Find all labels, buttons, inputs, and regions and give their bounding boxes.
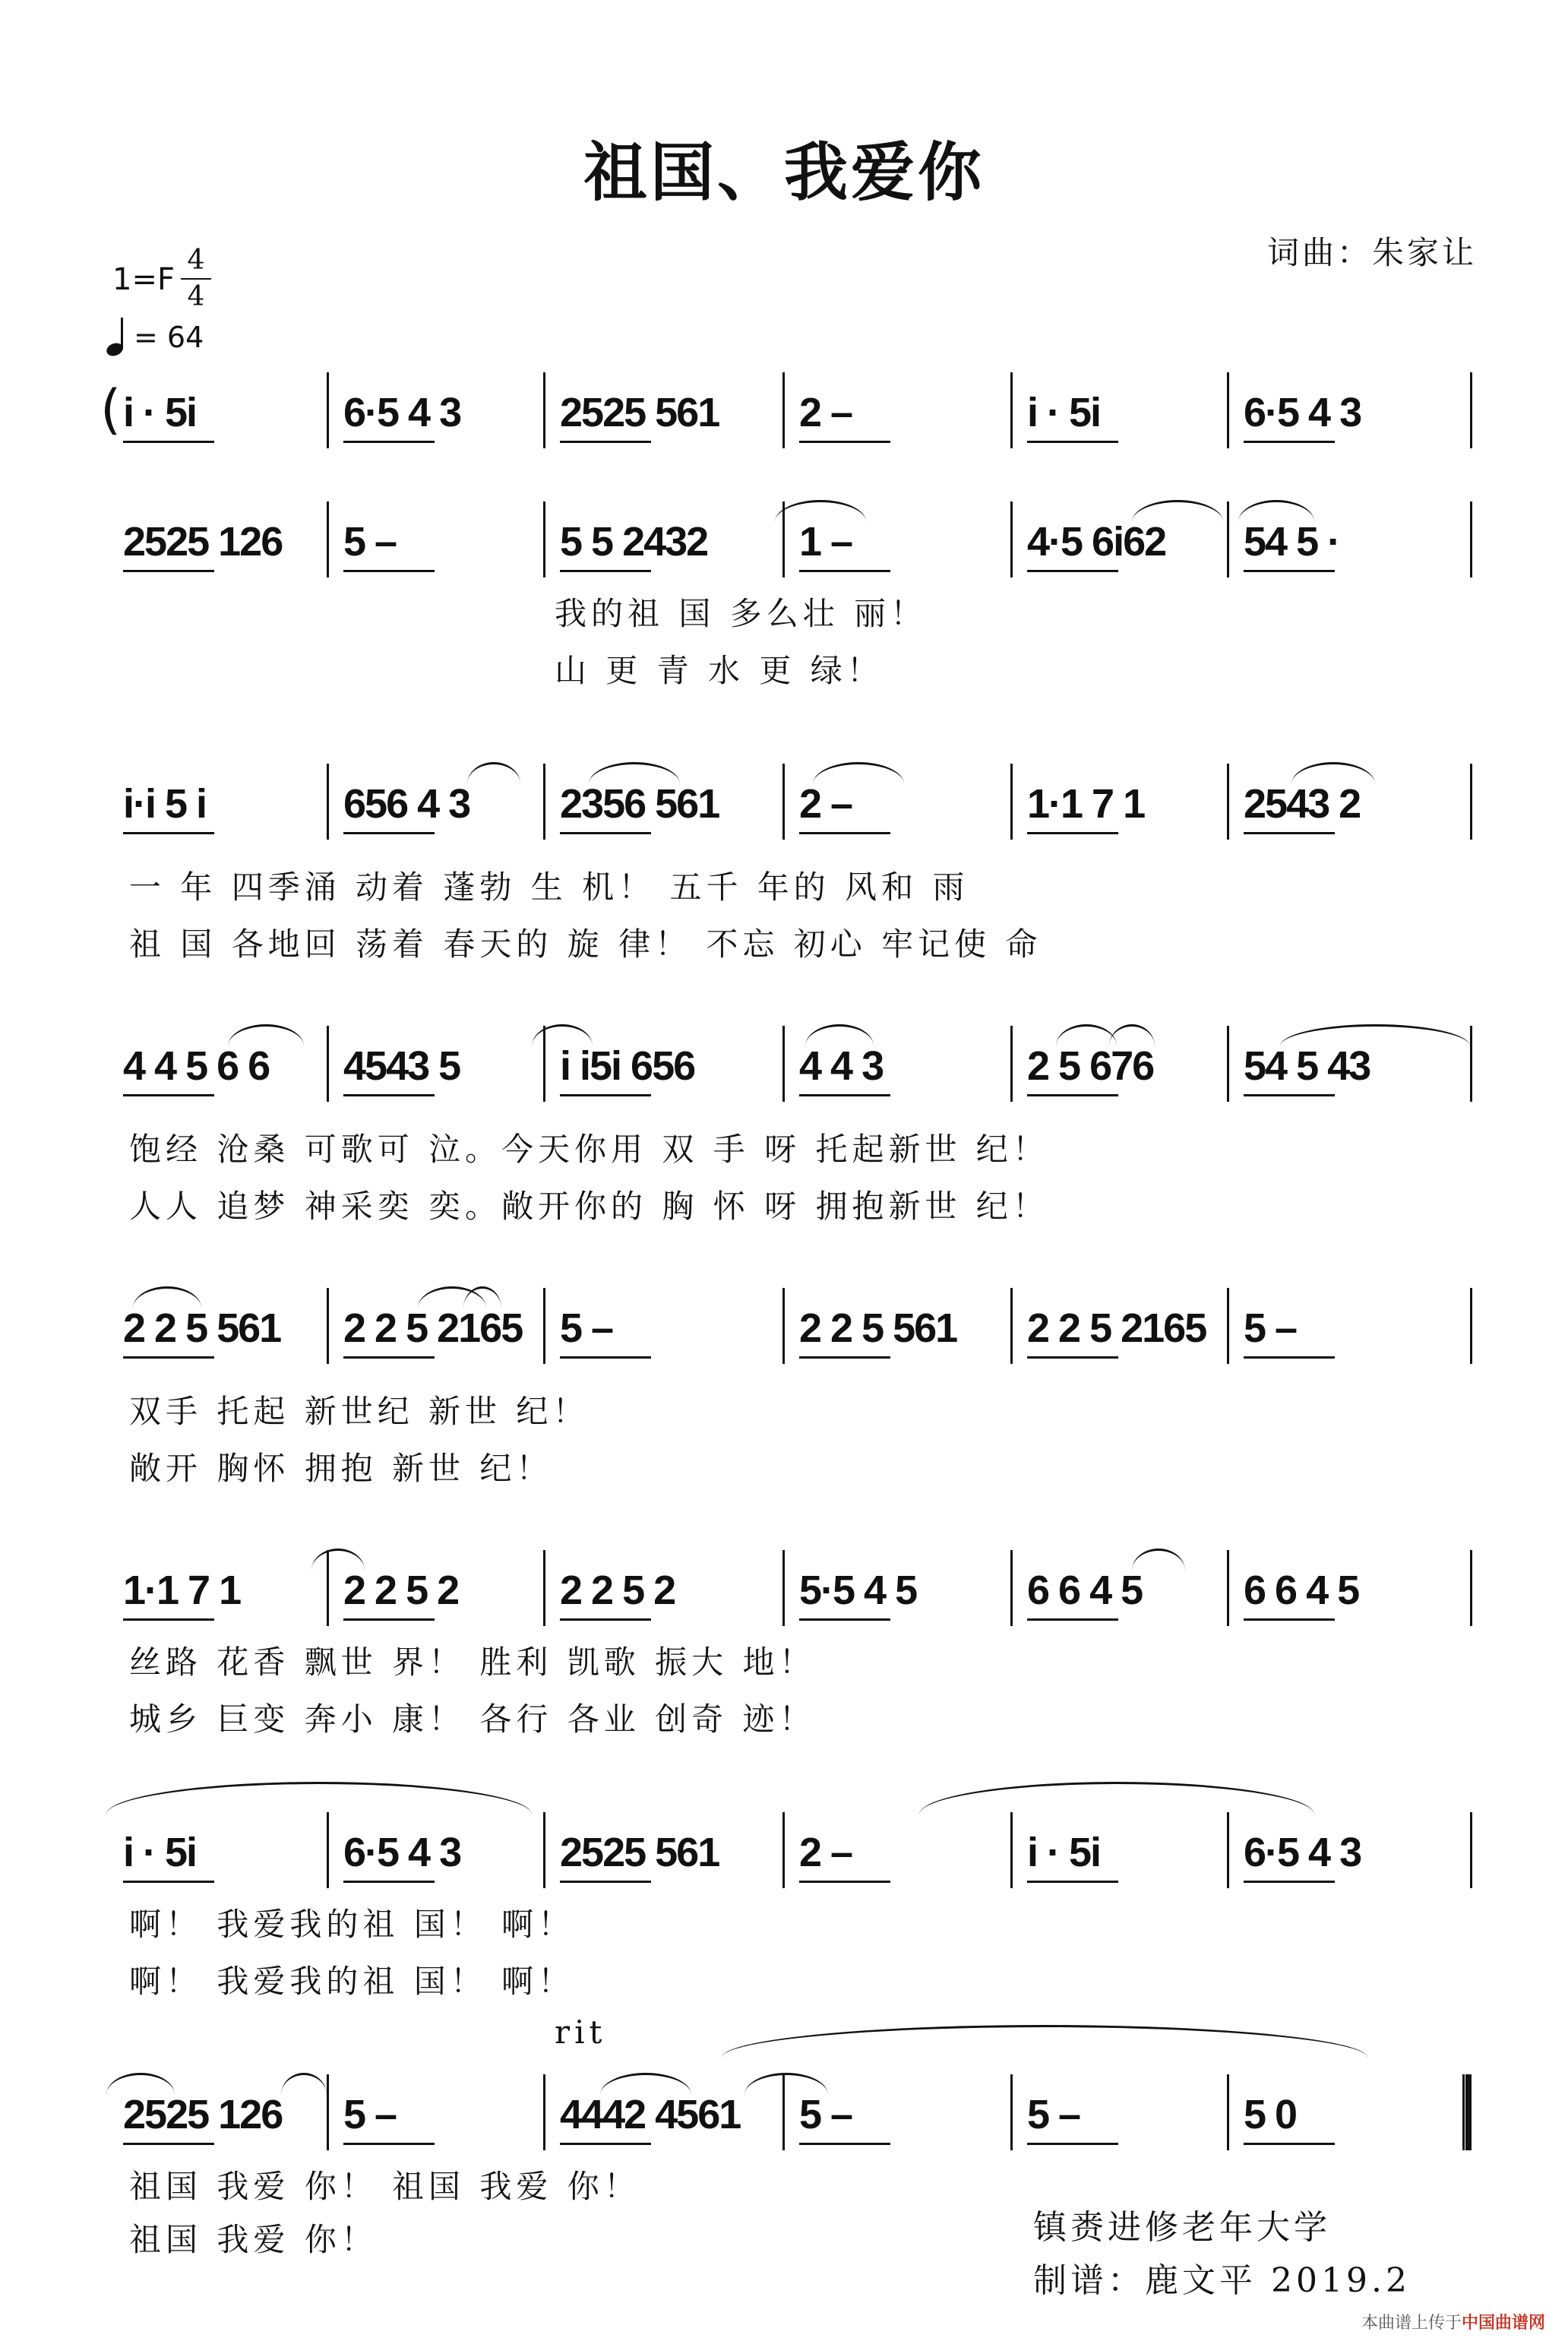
barline xyxy=(1227,1550,1229,1626)
beam-line xyxy=(343,570,435,572)
slur-arc xyxy=(1291,762,1375,784)
barline xyxy=(543,1812,545,1888)
beam-line xyxy=(1244,1881,1335,1883)
barline xyxy=(327,501,329,577)
beam-line xyxy=(1244,2143,1335,2145)
watermark-prefix: 本曲谱上传于 xyxy=(1361,2314,1462,2333)
ritardando-marking: rit xyxy=(555,2014,607,2051)
beam-line xyxy=(1244,1094,1335,1096)
beam-line xyxy=(123,1094,214,1096)
score-system xyxy=(100,378,1474,456)
barline xyxy=(1010,501,1013,577)
measure: 5 – xyxy=(1027,2092,1080,2137)
measure: 5·5 4 5 xyxy=(799,1568,917,1613)
beam-line xyxy=(1027,1881,1118,1883)
time-sig-bottom: 4 xyxy=(187,281,205,312)
barline xyxy=(1227,1812,1229,1888)
measure: 5 5 2432 xyxy=(560,519,708,565)
repeat-parenthesis: ( xyxy=(100,378,122,441)
song-title: 祖国、我爱你 xyxy=(583,134,985,210)
lyric-line: 啊！ 我爱我的祖 国！ 啊！ xyxy=(129,1906,575,1943)
beam-line xyxy=(1027,570,1118,572)
tempo-marking xyxy=(106,319,204,356)
footer-arranger: 制谱：鹿文平 2019.2 xyxy=(1033,2261,1411,2300)
score-system xyxy=(106,1820,1474,2000)
beam-line xyxy=(1027,2143,1118,2145)
barline xyxy=(1227,1026,1229,1102)
beam-line xyxy=(560,1356,651,1359)
tempo-value: = 64 xyxy=(134,321,204,354)
beam-line xyxy=(560,570,651,572)
measure: 2525 561 xyxy=(560,1830,719,1875)
beam-line xyxy=(799,570,890,572)
measure: 1·1 7 1 xyxy=(1027,781,1145,827)
barline xyxy=(1010,1026,1013,1102)
beam-line xyxy=(1027,1356,1118,1359)
lyric-line: 一 年 四季涌 动着 蓬勃 生 机！ 五千 年的 风和 雨 xyxy=(129,868,969,906)
beam-line xyxy=(343,2143,435,2145)
slur-arc xyxy=(1132,500,1223,522)
measure: 5 – xyxy=(1244,1305,1297,1351)
slur-arc xyxy=(1238,500,1314,522)
beam-line xyxy=(123,832,214,834)
beam-line xyxy=(799,832,890,834)
lyric-line: 城乡 巨变 奔小 康！ 各行 各业 创奇 迹！ xyxy=(129,1701,816,1738)
measure: i·i 5 i xyxy=(123,781,207,827)
measure: 54 5 43 xyxy=(1244,1043,1370,1089)
measure: 5 – xyxy=(343,519,397,565)
barline xyxy=(782,1026,785,1102)
measure: 5 – xyxy=(799,2092,852,2137)
lyric-line: 双手 托起 新世纪 新世 纪！ xyxy=(129,1393,590,1430)
barline xyxy=(782,764,785,840)
measure: i · 5i xyxy=(123,1830,197,1875)
measure: 6·5 4 3 xyxy=(343,1830,461,1875)
measure: 4543 5 xyxy=(343,1043,460,1089)
beam-line xyxy=(799,1618,890,1621)
beam-line xyxy=(560,1881,651,1883)
measure: 2 2 5 561 xyxy=(123,1305,281,1351)
barline xyxy=(1227,372,1229,448)
beam-line xyxy=(343,1356,435,1359)
beam-line xyxy=(123,1881,214,1883)
beam-line xyxy=(343,1094,435,1096)
barline xyxy=(782,1550,785,1626)
measure: 1·1 7 1 xyxy=(123,1568,241,1613)
beam-line xyxy=(560,832,651,834)
lyric-line: 祖 国 各地回 荡着 春天的 旋 律！ 不忘 初心 牢记使 命 xyxy=(129,925,1042,963)
measure: 4 4 5 6 6 xyxy=(123,1043,270,1089)
barline xyxy=(543,501,545,577)
measure: 2 2 5 2 xyxy=(560,1568,675,1613)
watermark xyxy=(1361,2310,1545,2333)
slur-arc xyxy=(775,500,866,522)
barline xyxy=(543,372,545,448)
measure: 2543 2 xyxy=(1244,781,1361,827)
measure: 2 – xyxy=(799,390,852,435)
measure: 2 2 5 2165 xyxy=(1027,1305,1206,1351)
beam-line xyxy=(1244,570,1335,572)
phrase-arc xyxy=(722,2025,1367,2058)
barline xyxy=(327,764,329,840)
composer-credit: 词曲：朱家让 xyxy=(1266,234,1477,271)
barline xyxy=(782,1812,785,1888)
beam-line xyxy=(343,832,435,834)
lyric-line: 饱经 沧桑 可歌可 泣。今天你用 双 手 呀 托起新世 纪！ xyxy=(129,1131,1049,1168)
slur-arc xyxy=(600,2073,691,2095)
beam-line xyxy=(560,1094,651,1096)
score-system xyxy=(106,771,1474,963)
measure: 6·5 4 3 xyxy=(343,390,461,435)
slur-arc xyxy=(1132,1549,1185,1571)
beam-line xyxy=(560,441,651,443)
slur-arc xyxy=(1280,1024,1470,1046)
measure: 4 4 3 xyxy=(799,1043,884,1089)
measure: 54 5 · xyxy=(1244,519,1340,565)
lyric-line: 人人 追梦 神采奕 奕。敞开你的 胸 怀 呀 拥抱新世 纪！ xyxy=(129,1188,1049,1225)
beam-line xyxy=(799,1094,890,1096)
slur-arc xyxy=(589,762,680,784)
barline xyxy=(543,1288,545,1364)
barline xyxy=(1470,1812,1472,1888)
slur-arc xyxy=(744,2073,828,2095)
barline xyxy=(327,372,329,448)
slur-arc xyxy=(311,1549,365,1571)
slur-arc xyxy=(281,2073,327,2095)
barline xyxy=(543,2074,545,2150)
barline xyxy=(1227,2074,1229,2150)
slur-arc xyxy=(532,1024,593,1046)
beam-line xyxy=(1027,1094,1118,1096)
beam-line xyxy=(123,1618,214,1621)
barline xyxy=(1227,764,1229,840)
lyric-line: 我的祖 国 多么壮 丽！ xyxy=(555,595,928,632)
barline xyxy=(782,1288,785,1364)
barline xyxy=(327,1026,329,1102)
barline xyxy=(1470,764,1472,840)
measure: 2 – xyxy=(799,781,852,827)
barline xyxy=(327,1812,329,1888)
beam-line xyxy=(343,441,435,443)
phrase-arc xyxy=(106,1782,532,1814)
measure: i i5i 656 xyxy=(560,1043,695,1089)
slur-arc xyxy=(1109,1024,1155,1046)
beam-line xyxy=(560,1618,651,1621)
time-signature xyxy=(181,245,211,313)
beam-line xyxy=(1244,832,1335,834)
barline xyxy=(1470,1026,1472,1102)
measure: 2 2 5 2165 xyxy=(343,1305,523,1351)
beam-line xyxy=(1244,1356,1335,1359)
barline xyxy=(1462,2074,1472,2150)
measure: 2525 561 xyxy=(560,390,719,435)
slur-arc xyxy=(106,2073,175,2095)
beam-line xyxy=(1027,441,1118,443)
beam-line xyxy=(1027,832,1118,834)
barline xyxy=(1470,372,1472,448)
measure: i · 5i xyxy=(1027,390,1101,435)
barline xyxy=(1227,1288,1229,1364)
barline xyxy=(1470,501,1472,577)
barline xyxy=(327,1288,329,1364)
beam-line xyxy=(123,2143,214,2145)
slur-arc xyxy=(467,762,520,784)
slur-arc xyxy=(1056,1024,1117,1046)
lyric-line: 祖国 我爱 你！ 祖国 我爱 你！ xyxy=(129,2168,640,2205)
lyric-line: 丝路 花香 飘世 界！ 胜利 凯歌 振大 地！ xyxy=(129,1644,816,1681)
barline xyxy=(1010,372,1013,448)
slur-arc xyxy=(813,762,904,784)
measure: 6·5 4 3 xyxy=(1244,390,1361,435)
measure: 5 – xyxy=(560,1305,613,1351)
barline xyxy=(1010,1812,1013,1888)
score-system xyxy=(106,1558,1474,1738)
quarter-note-icon xyxy=(106,319,126,356)
slur-arc xyxy=(805,1024,874,1046)
measure: 4·5 6i62 xyxy=(1027,519,1166,565)
barline xyxy=(543,764,545,840)
score-system xyxy=(106,1033,1474,1225)
beam-line xyxy=(1244,1618,1335,1621)
barline xyxy=(1227,501,1229,577)
measure: 656 4 3 xyxy=(343,781,470,827)
measure: 2 5 676 xyxy=(1027,1043,1154,1089)
beam-line xyxy=(1027,1618,1118,1621)
barline xyxy=(543,1550,545,1626)
beam-line xyxy=(123,1356,214,1359)
beam-line xyxy=(343,1881,435,1883)
measure: 6 6 4 5 xyxy=(1244,1568,1359,1613)
barline xyxy=(1010,2074,1013,2150)
measure: i · 5i xyxy=(123,390,197,435)
score-system xyxy=(106,1296,1474,1487)
measure: 2 – xyxy=(799,1830,852,1875)
barline xyxy=(1010,1288,1013,1364)
beam-line xyxy=(1244,441,1335,443)
lyric-line: 啊！ 我爱我的祖 国！ 啊！ xyxy=(129,1963,575,2000)
measure: i · 5i xyxy=(1027,1830,1101,1875)
lyric-line: 敞开 胸怀 拥抱 新世 纪！ xyxy=(129,1450,553,1487)
measure: 2525 126 xyxy=(123,519,283,565)
key-signature: 1=F xyxy=(112,262,175,297)
measure: 4442 4561 xyxy=(560,2092,741,2137)
score-system xyxy=(106,509,1474,689)
barline xyxy=(1470,1288,1472,1364)
beam-line xyxy=(799,441,890,443)
phrase-arc xyxy=(919,1782,1314,1814)
lyric-line: 祖国 我爱 你！ xyxy=(129,2221,378,2258)
measure: 2 2 5 561 xyxy=(799,1305,957,1351)
measure: 2356 561 xyxy=(560,781,719,827)
beam-line xyxy=(560,2143,651,2145)
watermark-site: 中国曲谱网 xyxy=(1461,2314,1545,2333)
beam-line xyxy=(343,1618,435,1621)
slur-arc xyxy=(133,1286,201,1308)
beam-line xyxy=(123,570,214,572)
barline xyxy=(1470,1550,1472,1626)
measure: 2525 126 xyxy=(123,2092,283,2137)
measure: 1 – xyxy=(799,519,852,565)
barline xyxy=(327,2074,329,2150)
measure: 5 – xyxy=(343,2092,397,2137)
beam-line xyxy=(799,1881,890,1883)
barline xyxy=(782,372,785,448)
barline xyxy=(1010,764,1013,840)
slur-arc xyxy=(228,1024,304,1046)
beam-line xyxy=(123,441,214,443)
time-sig-top: 4 xyxy=(187,245,205,276)
beam-line xyxy=(799,2143,890,2145)
measure: 5 0 xyxy=(1244,2092,1297,2137)
measure: 2 2 5 2 xyxy=(343,1568,459,1613)
measure: 6·5 4 3 xyxy=(1244,1830,1361,1875)
beam-line xyxy=(799,1356,890,1359)
lyric-line: 山 更 青 水 更 绿！ xyxy=(555,652,884,689)
barline xyxy=(1010,1550,1013,1626)
footer-school: 镇赉进修老年大学 xyxy=(1033,2208,1331,2247)
measure: 6 6 4 5 xyxy=(1027,1568,1143,1613)
